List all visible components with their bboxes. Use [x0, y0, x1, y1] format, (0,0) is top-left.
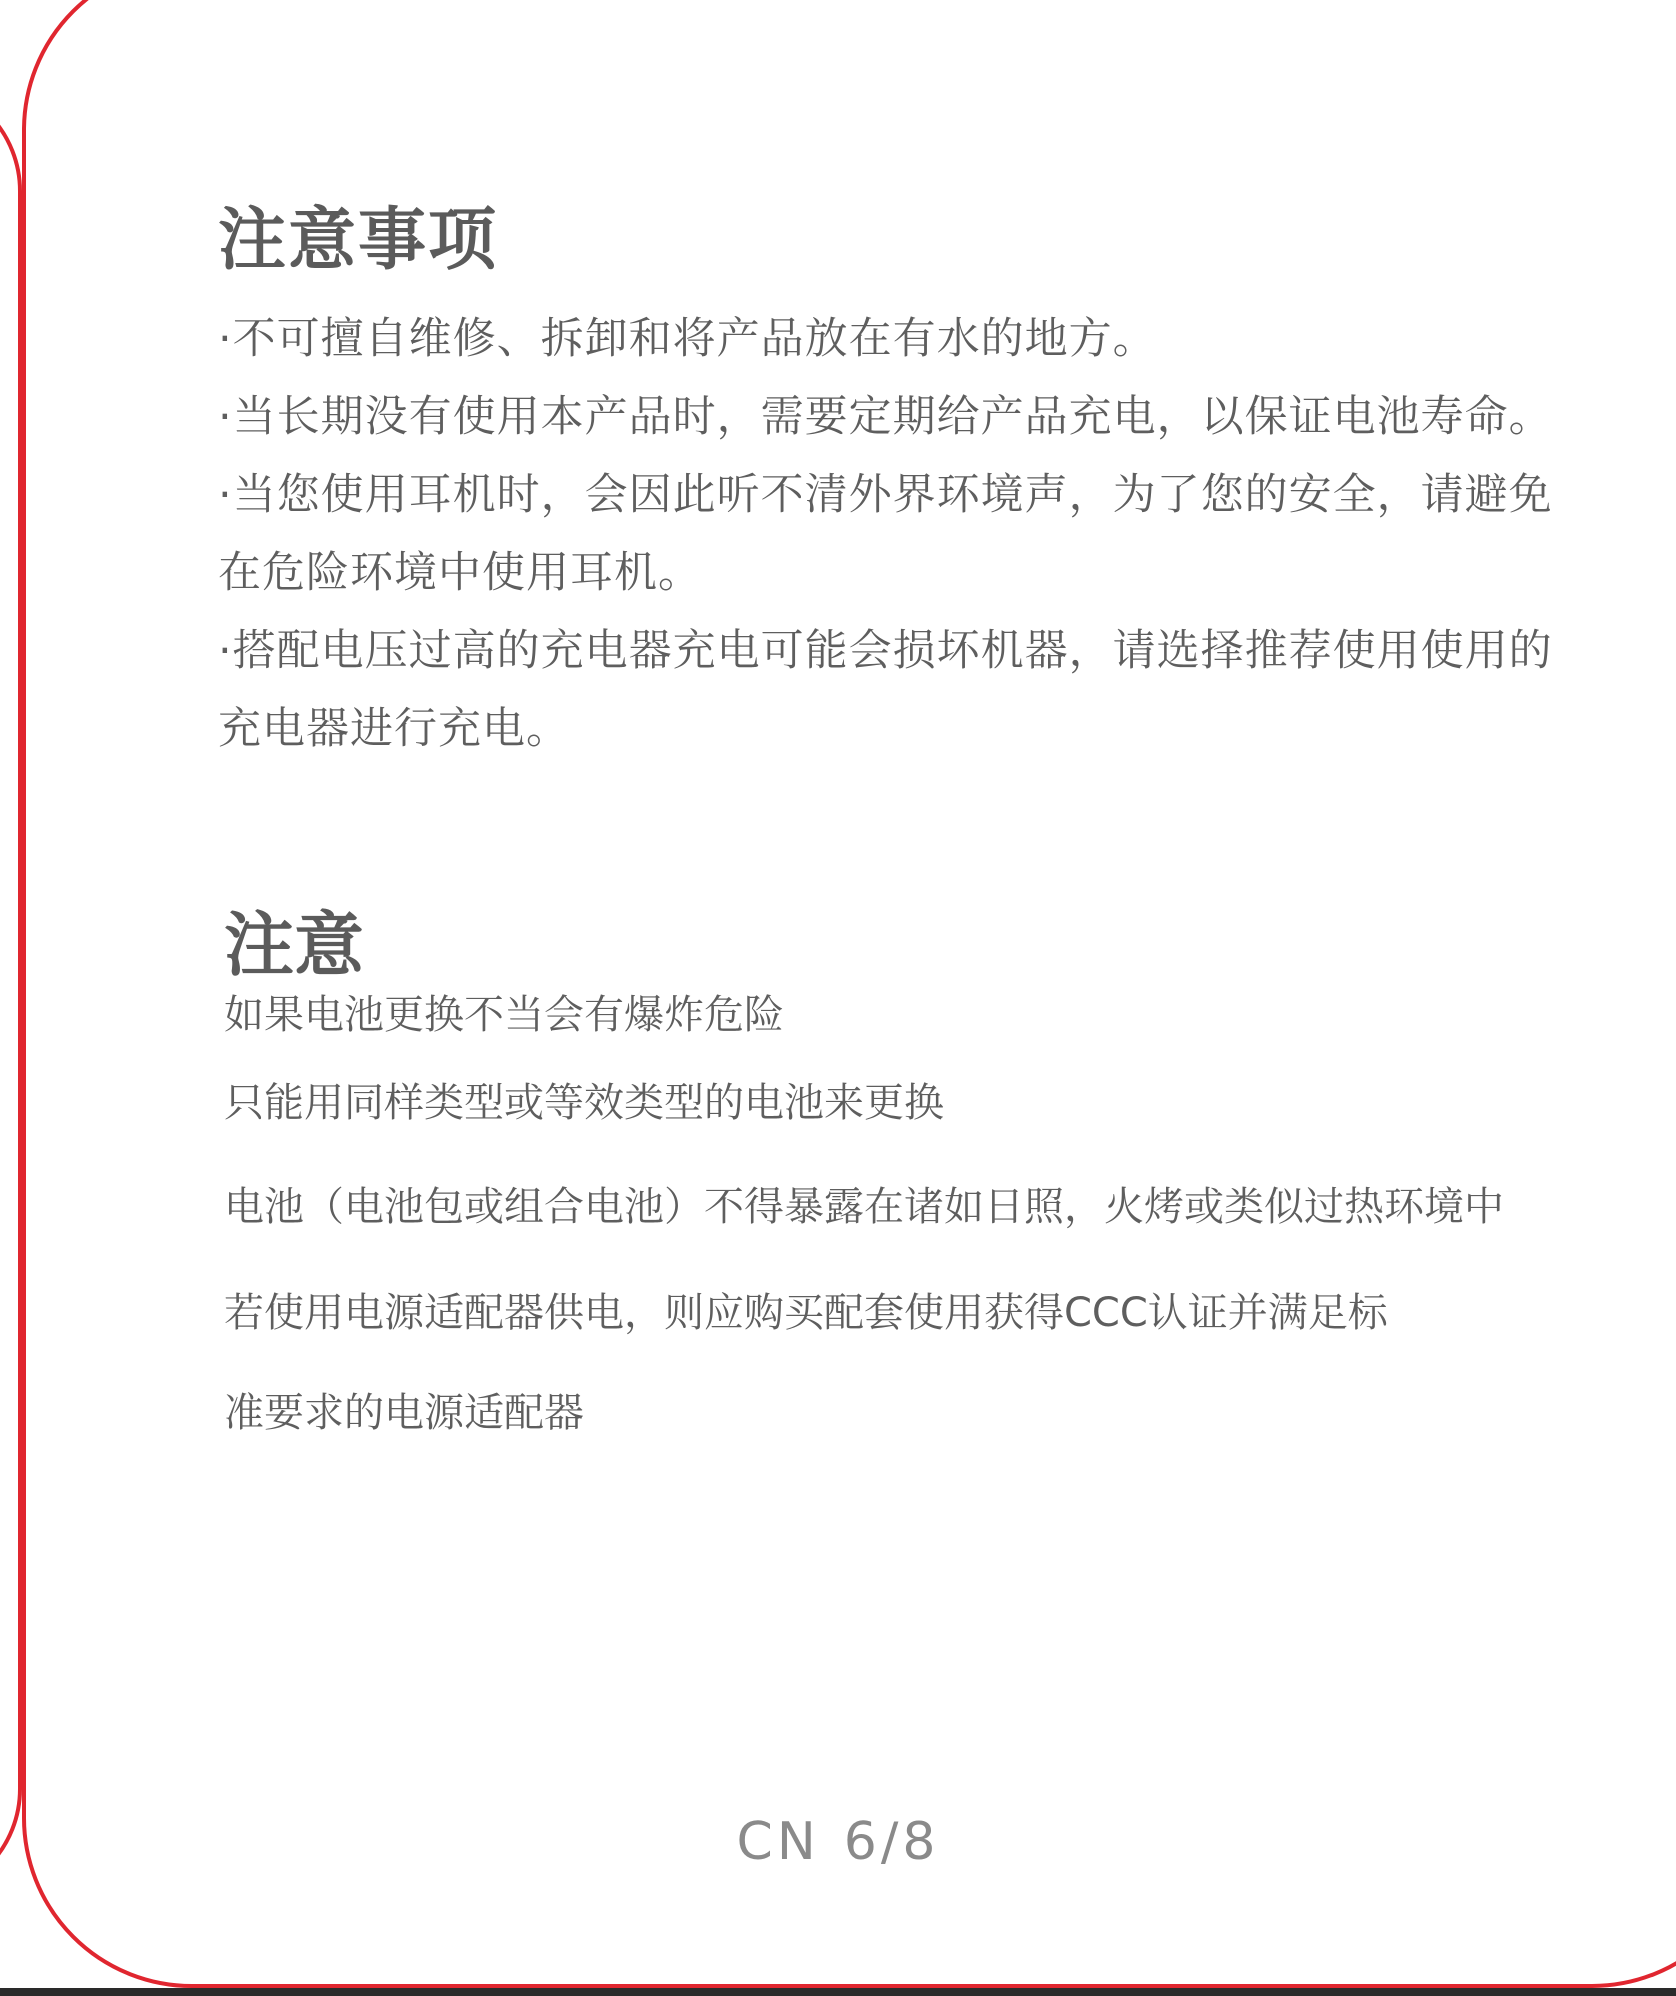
caution-line: 电池（电池包或组合电池）不得暴露在诸如日照，火烤或类似过热环境中 — [224, 1184, 1504, 1230]
page-footer — [0, 1812, 1676, 1872]
section-title-precautions: 注意事项 — [218, 201, 499, 280]
precaution-item: ·不可擅自维修、拆卸和将产品放在有水的地方。 — [218, 314, 1157, 364]
precaution-item: ·当您使用耳机时，会因此听不清外界环境声，为了您的安全，请避免在危险环境中使用耳机。 — [218, 470, 1553, 598]
page-number: 6/8 — [843, 1812, 940, 1872]
section-title-caution: 注意 — [224, 904, 364, 986]
precautions-list — [218, 300, 1558, 768]
caution-line: 准要求的电源适配器 — [224, 1390, 584, 1436]
language-code: CN — [736, 1812, 820, 1872]
page-content — [218, 196, 1558, 1438]
left-page-edge — [0, 80, 22, 1900]
caution-line: 若使用电源适配器供电，则应购买配套使用获得CCC认证并满足标 — [224, 1290, 1388, 1336]
caution-line: 只能用同样类型或等效类型的电池来更换 — [224, 1080, 944, 1126]
caution-line: 如果电池更换不当会有爆炸危险 — [224, 992, 784, 1038]
bottom-bar — [0, 1988, 1676, 1996]
precaution-item: ·当长期没有使用本产品时，需要定期给产品充电，以保证电池寿命。 — [218, 392, 1553, 442]
precaution-item: ·搭配电压过高的充电器充电可能会损坏机器，请选择推荐使用使用的充电器进行充电。 — [218, 626, 1553, 754]
